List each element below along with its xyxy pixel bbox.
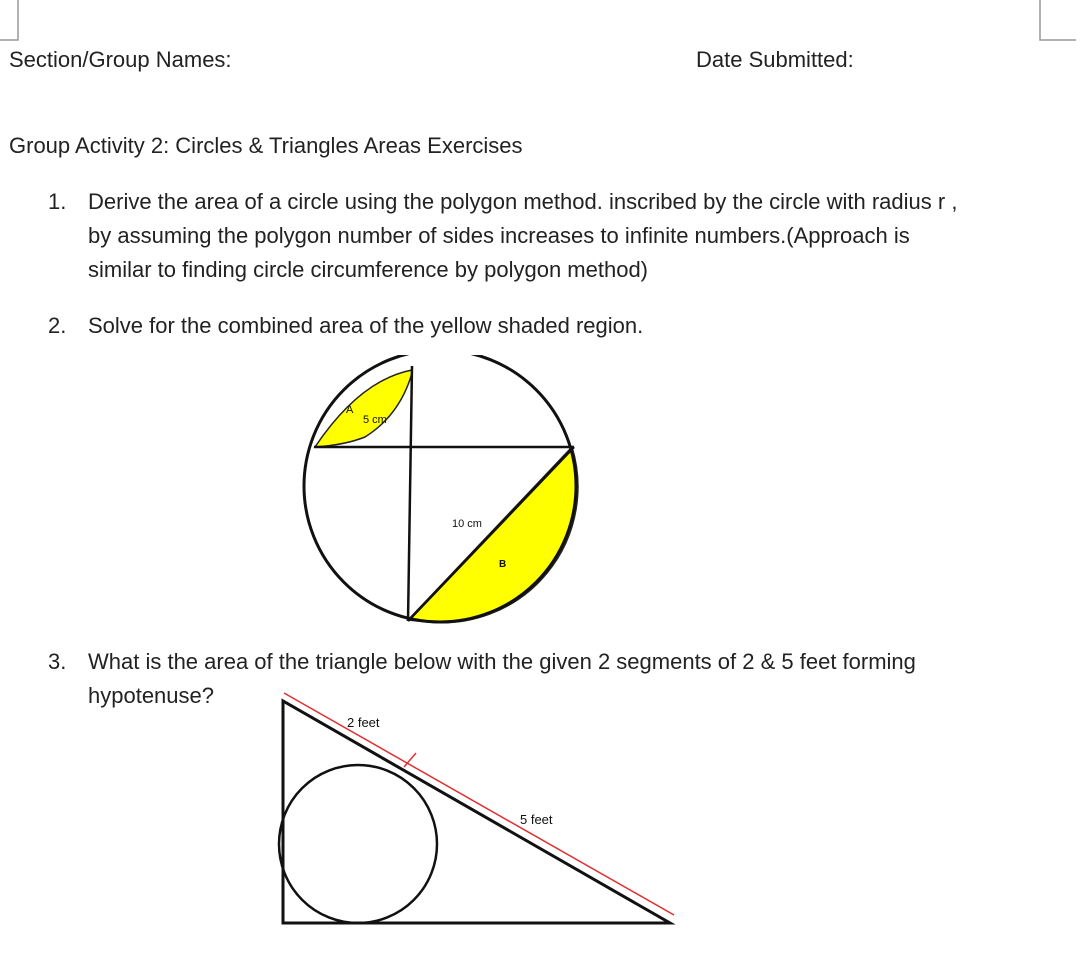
label-5feet: 5 feet [520,812,553,827]
crop-mark-top-left [0,0,24,44]
label-b: B [499,559,507,570]
question-3-line-2: hypotenuse? [88,683,214,708]
label-2feet: 2 feet [347,715,380,730]
vertical-chord [408,366,412,621]
inscribed-circle [279,765,437,923]
hypotenuse-red-line [284,693,674,915]
activity-title: Group Activity 2: Circles & Triangles Areas Exercises [9,133,523,158]
question-1-line-3: similar to finding circle circumference by polygon method) [88,257,649,282]
section-group-names-label: Section/Group Names: [9,47,232,72]
question-2-number: 2. [48,313,67,338]
question-2-line-1: Solve for the combined area of the yellow shaded region. [88,313,644,338]
question-1-line-2: by assuming the polygon number of sides increases to infinite numbers.(Approach is [88,223,910,248]
label-10cm: 10 cm [452,518,482,530]
date-submitted-label: Date Submitted: [696,47,854,72]
label-5cm: 5 cm [363,414,387,426]
label-a: A [346,404,354,416]
right-triangle [283,701,670,923]
question-3-line-1: What is the area of the triangle below with the given 2 segments of 2 & 5 feet forming [88,649,916,674]
yellow-region-b [408,447,578,623]
question-1-number: 1. [48,189,67,214]
crop-mark-top-right [1036,0,1076,44]
figure-circle-shaded-regions [290,355,600,635]
question-1-line-1: Derive the area of a circle using the polygon method. inscribed by the circle with radius r , [88,189,958,214]
figure-triangle-inscribed-circle [270,685,690,930]
question-3-number: 3. [48,649,67,674]
